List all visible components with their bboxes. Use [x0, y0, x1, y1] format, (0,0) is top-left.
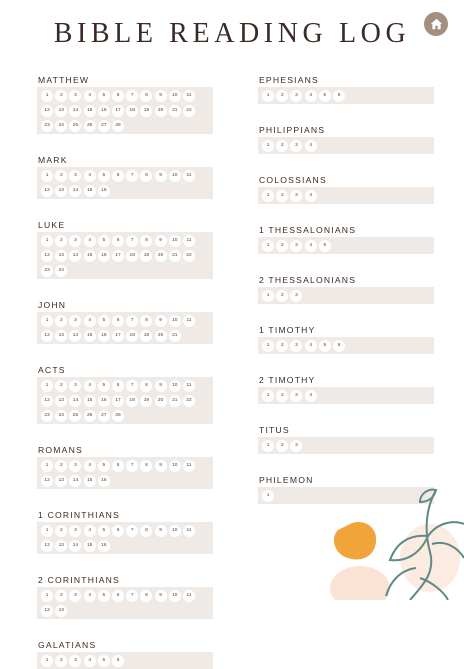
chapter-2-checkbox[interactable]: 2 [276, 440, 288, 452]
chapter-1-checkbox[interactable]: 1 [41, 655, 53, 667]
chapter-5-checkbox[interactable]: 5 [98, 460, 110, 472]
chapter-2-checkbox[interactable]: 2 [55, 170, 67, 182]
chapter-grid [258, 437, 434, 454]
chapter-6-checkbox[interactable]: 6 [112, 315, 124, 327]
book-title: PHILEMON [259, 475, 314, 485]
book-title: GALATIANS [38, 640, 97, 650]
chapter-20-checkbox[interactable]: 20 [155, 250, 167, 262]
chapter-8-checkbox[interactable]: 8 [140, 90, 152, 102]
chapter-grid [37, 232, 213, 279]
chapter-2-checkbox[interactable]: 2 [276, 390, 288, 402]
chapter-3-checkbox[interactable]: 3 [290, 190, 302, 202]
chapter-grid [37, 652, 213, 669]
chapter-2-checkbox[interactable]: 2 [276, 340, 288, 352]
chapter-7-checkbox[interactable]: 7 [126, 235, 138, 247]
chapter-4-checkbox[interactable]: 4 [84, 315, 96, 327]
chapter-5-checkbox[interactable]: 5 [319, 340, 331, 352]
chapter-10-checkbox[interactable]: 10 [169, 170, 181, 182]
chapter-3-checkbox[interactable]: 3 [290, 290, 302, 302]
chapter-20-checkbox[interactable]: 20 [155, 330, 167, 342]
chapter-10-checkbox[interactable]: 10 [169, 590, 181, 602]
chapter-6-checkbox[interactable]: 6 [112, 170, 124, 182]
book-ephesians [258, 74, 434, 104]
chapter-4-checkbox[interactable]: 4 [305, 90, 317, 102]
left-column [37, 74, 213, 669]
book-title: ACTS [38, 365, 66, 375]
chapter-9-checkbox[interactable]: 9 [155, 315, 167, 327]
chapter-3-checkbox[interactable]: 3 [290, 90, 302, 102]
chapter-1-checkbox[interactable]: 1 [41, 460, 53, 472]
chapter-3-checkbox[interactable]: 3 [290, 390, 302, 402]
chapter-4-checkbox[interactable]: 4 [84, 170, 96, 182]
chapter-21-checkbox[interactable]: 21 [169, 105, 181, 117]
chapter-6-checkbox[interactable]: 6 [112, 90, 124, 102]
chapter-4-checkbox[interactable]: 4 [84, 460, 96, 472]
chapter-5-checkbox[interactable]: 5 [319, 90, 331, 102]
chapter-25-checkbox[interactable]: 25 [69, 120, 81, 132]
book-title: 2 TIMOTHY [259, 375, 316, 385]
book-philippians [258, 124, 434, 154]
chapter-grid [258, 237, 434, 254]
chapter-16-checkbox[interactable]: 16 [98, 185, 110, 197]
chapter-5-checkbox[interactable]: 5 [98, 590, 110, 602]
chapter-14-checkbox[interactable]: 14 [69, 475, 81, 487]
chapter-6-checkbox[interactable]: 6 [112, 380, 124, 392]
chapter-1-checkbox[interactable]: 1 [262, 240, 274, 252]
chapter-27-checkbox[interactable]: 27 [98, 120, 110, 132]
chapter-4-checkbox[interactable]: 4 [84, 525, 96, 537]
book-matthew [37, 74, 213, 134]
chapter-10-checkbox[interactable]: 10 [169, 380, 181, 392]
chapter-1-checkbox[interactable]: 1 [41, 315, 53, 327]
home-button[interactable] [424, 12, 448, 36]
chapter-7-checkbox[interactable]: 7 [126, 525, 138, 537]
chapter-18-checkbox[interactable]: 18 [126, 395, 138, 407]
chapter-1-checkbox[interactable]: 1 [262, 140, 274, 152]
chapter-23-checkbox[interactable]: 23 [41, 120, 53, 132]
chapter-16-checkbox[interactable]: 16 [98, 330, 110, 342]
chapter-9-checkbox[interactable]: 9 [155, 170, 167, 182]
chapter-grid [258, 337, 434, 354]
book-galatians [37, 639, 213, 669]
chapter-23-checkbox[interactable]: 23 [41, 265, 53, 277]
chapter-9-checkbox[interactable]: 9 [155, 90, 167, 102]
chapter-grid [258, 187, 434, 204]
chapter-2-checkbox[interactable]: 2 [276, 240, 288, 252]
chapter-14-checkbox[interactable]: 14 [69, 250, 81, 262]
chapter-12-checkbox[interactable]: 12 [41, 185, 53, 197]
chapter-14-checkbox[interactable]: 14 [69, 105, 81, 117]
chapter-4-checkbox[interactable]: 4 [84, 380, 96, 392]
chapter-10-checkbox[interactable]: 10 [169, 90, 181, 102]
book-title: TITUS [259, 425, 290, 435]
book-titus [258, 424, 434, 454]
page-title: BIBLE READING LOG [53, 18, 411, 49]
chapter-8-checkbox[interactable]: 8 [140, 315, 152, 327]
chapter-18-checkbox[interactable]: 18 [126, 105, 138, 117]
chapter-grid [37, 377, 213, 424]
chapter-8-checkbox[interactable]: 8 [140, 590, 152, 602]
chapter-3-checkbox[interactable]: 3 [290, 140, 302, 152]
chapter-19-checkbox[interactable]: 19 [140, 105, 152, 117]
chapter-6-checkbox[interactable]: 6 [112, 235, 124, 247]
chapter-4-checkbox[interactable]: 4 [305, 390, 317, 402]
book-title: COLOSSIANS [259, 175, 327, 185]
chapter-27-checkbox[interactable]: 27 [98, 410, 110, 422]
chapter-1-checkbox[interactable]: 1 [41, 170, 53, 182]
chapter-11-checkbox[interactable]: 11 [183, 90, 195, 102]
book-title: MARK [38, 155, 68, 165]
chapter-2-checkbox[interactable]: 2 [276, 140, 288, 152]
book-title: ROMANS [38, 445, 83, 455]
chapter-16-checkbox[interactable]: 16 [98, 540, 110, 552]
chapter-12-checkbox[interactable]: 12 [41, 475, 53, 487]
chapter-16-checkbox[interactable]: 16 [98, 475, 110, 487]
book-colossians [258, 174, 434, 204]
book-romans [37, 444, 213, 489]
chapter-19-checkbox[interactable]: 19 [140, 395, 152, 407]
chapter-12-checkbox[interactable]: 12 [41, 605, 53, 617]
chapter-2-checkbox[interactable]: 2 [55, 90, 67, 102]
book-title: 1 THESSALONIANS [259, 225, 357, 235]
chapter-26-checkbox[interactable]: 26 [84, 410, 96, 422]
chapter-21-checkbox[interactable]: 21 [169, 250, 181, 262]
chapter-21-checkbox[interactable]: 21 [169, 395, 181, 407]
chapter-19-checkbox[interactable]: 19 [140, 330, 152, 342]
chapter-3-checkbox[interactable]: 3 [69, 460, 81, 472]
chapter-13-checkbox[interactable]: 13 [55, 605, 67, 617]
chapter-4-checkbox[interactable]: 4 [305, 190, 317, 202]
chapter-5-checkbox[interactable]: 5 [98, 525, 110, 537]
chapter-4-checkbox[interactable]: 4 [84, 235, 96, 247]
chapter-20-checkbox[interactable]: 20 [155, 105, 167, 117]
chapter-6-checkbox[interactable]: 6 [333, 340, 345, 352]
chapter-4-checkbox[interactable]: 4 [305, 140, 317, 152]
chapter-11-checkbox[interactable]: 11 [183, 525, 195, 537]
chapter-13-checkbox[interactable]: 13 [55, 330, 67, 342]
chapter-10-checkbox[interactable]: 10 [169, 460, 181, 472]
chapter-26-checkbox[interactable]: 26 [84, 120, 96, 132]
chapter-11-checkbox[interactable]: 11 [183, 170, 195, 182]
chapter-6-checkbox[interactable]: 6 [333, 90, 345, 102]
chapter-25-checkbox[interactable]: 25 [69, 410, 81, 422]
book-1-corinthians [37, 509, 213, 554]
chapter-1-checkbox[interactable]: 1 [262, 390, 274, 402]
chapter-4-checkbox[interactable]: 4 [84, 90, 96, 102]
chapter-15-checkbox[interactable]: 15 [84, 475, 96, 487]
chapter-2-checkbox[interactable]: 2 [55, 655, 67, 667]
book-title: JOHN [38, 300, 67, 310]
chapter-12-checkbox[interactable]: 12 [41, 250, 53, 262]
chapter-2-checkbox[interactable]: 2 [55, 315, 67, 327]
chapter-3-checkbox[interactable]: 3 [290, 240, 302, 252]
chapter-8-checkbox[interactable]: 8 [140, 235, 152, 247]
chapter-grid [37, 522, 213, 554]
chapter-17-checkbox[interactable]: 17 [112, 330, 124, 342]
chapter-2-checkbox[interactable]: 2 [55, 380, 67, 392]
chapter-8-checkbox[interactable]: 8 [140, 460, 152, 472]
chapter-4-checkbox[interactable]: 4 [305, 340, 317, 352]
chapter-12-checkbox[interactable]: 12 [41, 105, 53, 117]
book-mark [37, 154, 213, 199]
chapter-10-checkbox[interactable]: 10 [169, 315, 181, 327]
chapter-grid [37, 87, 213, 134]
chapter-1-checkbox[interactable]: 1 [262, 340, 274, 352]
chapter-2-checkbox[interactable]: 2 [55, 590, 67, 602]
chapter-15-checkbox[interactable]: 15 [84, 105, 96, 117]
chapter-19-checkbox[interactable]: 19 [140, 250, 152, 262]
chapter-16-checkbox[interactable]: 16 [98, 250, 110, 262]
chapter-1-checkbox[interactable]: 1 [41, 525, 53, 537]
book-title: PHILIPPIANS [259, 125, 326, 135]
chapter-5-checkbox[interactable]: 5 [319, 240, 331, 252]
chapter-1-checkbox[interactable]: 1 [262, 290, 274, 302]
chapter-grid [258, 287, 434, 304]
chapter-1-checkbox[interactable]: 1 [262, 190, 274, 202]
book-luke [37, 219, 213, 279]
chapter-9-checkbox[interactable]: 9 [155, 525, 167, 537]
book-john [37, 299, 213, 344]
chapter-13-checkbox[interactable]: 13 [55, 185, 67, 197]
book-title: LUKE [38, 220, 66, 230]
chapter-7-checkbox[interactable]: 7 [126, 315, 138, 327]
chapter-3-checkbox[interactable]: 3 [69, 590, 81, 602]
chapter-1-checkbox[interactable]: 1 [41, 590, 53, 602]
chapter-15-checkbox[interactable]: 15 [84, 395, 96, 407]
chapter-14-checkbox[interactable]: 14 [69, 185, 81, 197]
chapter-8-checkbox[interactable]: 8 [140, 380, 152, 392]
chapter-grid [37, 587, 213, 619]
chapter-3-checkbox[interactable]: 3 [69, 90, 81, 102]
chapter-1-checkbox[interactable]: 1 [262, 490, 274, 502]
chapter-4-checkbox[interactable]: 4 [84, 655, 96, 667]
book-title: 1 TIMOTHY [259, 325, 316, 335]
chapter-grid [37, 167, 213, 199]
chapter-21-checkbox[interactable]: 21 [169, 330, 181, 342]
chapter-2-checkbox[interactable]: 2 [276, 90, 288, 102]
chapter-5-checkbox[interactable]: 5 [98, 170, 110, 182]
chapter-18-checkbox[interactable]: 18 [126, 250, 138, 262]
chapter-13-checkbox[interactable]: 13 [55, 105, 67, 117]
chapter-24-checkbox[interactable]: 24 [55, 120, 67, 132]
chapter-8-checkbox[interactable]: 8 [140, 525, 152, 537]
chapter-5-checkbox[interactable]: 5 [98, 235, 110, 247]
floral-decoration [320, 478, 464, 600]
book-title: 2 CORINTHIANS [38, 575, 120, 585]
book-2-timothy [258, 374, 434, 404]
chapter-3-checkbox[interactable]: 3 [69, 315, 81, 327]
chapter-9-checkbox[interactable]: 9 [155, 380, 167, 392]
book-acts [37, 364, 213, 424]
chapter-28-checkbox[interactable]: 28 [112, 410, 124, 422]
chapter-5-checkbox[interactable]: 5 [98, 90, 110, 102]
book-2-thessalonians [258, 274, 434, 304]
right-column [258, 74, 434, 504]
chapter-5-checkbox[interactable]: 5 [98, 380, 110, 392]
chapter-15-checkbox[interactable]: 15 [84, 185, 96, 197]
chapter-2-checkbox[interactable]: 2 [276, 190, 288, 202]
chapter-13-checkbox[interactable]: 13 [55, 395, 67, 407]
book-title: 1 CORINTHIANS [38, 510, 120, 520]
chapter-13-checkbox[interactable]: 13 [55, 475, 67, 487]
home-icon [430, 18, 443, 30]
chapter-3-checkbox[interactable]: 3 [69, 380, 81, 392]
chapter-15-checkbox[interactable]: 15 [84, 330, 96, 342]
chapter-24-checkbox[interactable]: 24 [55, 265, 67, 277]
chapter-10-checkbox[interactable]: 10 [169, 235, 181, 247]
chapter-3-checkbox[interactable]: 3 [69, 525, 81, 537]
chapter-28-checkbox[interactable]: 28 [112, 120, 124, 132]
chapter-6-checkbox[interactable]: 6 [112, 525, 124, 537]
chapter-20-checkbox[interactable]: 20 [155, 395, 167, 407]
chapter-22-checkbox[interactable]: 22 [183, 250, 195, 262]
chapter-23-checkbox[interactable]: 23 [41, 410, 53, 422]
chapter-8-checkbox[interactable]: 8 [140, 170, 152, 182]
chapter-grid [258, 87, 434, 104]
chapter-2-checkbox[interactable]: 2 [55, 525, 67, 537]
chapter-6-checkbox[interactable]: 6 [112, 655, 124, 667]
chapter-13-checkbox[interactable]: 13 [55, 540, 67, 552]
chapter-24-checkbox[interactable]: 24 [55, 410, 67, 422]
chapter-17-checkbox[interactable]: 17 [112, 250, 124, 262]
chapter-grid [37, 457, 213, 489]
chapter-7-checkbox[interactable]: 7 [126, 90, 138, 102]
book-1-timothy [258, 324, 434, 354]
chapter-2-checkbox[interactable]: 2 [276, 290, 288, 302]
chapter-14-checkbox[interactable]: 14 [69, 540, 81, 552]
chapter-15-checkbox[interactable]: 15 [84, 540, 96, 552]
chapter-1-checkbox[interactable]: 1 [262, 440, 274, 452]
chapter-5-checkbox[interactable]: 5 [98, 655, 110, 667]
chapter-1-checkbox[interactable]: 1 [41, 90, 53, 102]
chapter-7-checkbox[interactable]: 7 [126, 460, 138, 472]
chapter-11-checkbox[interactable]: 11 [183, 460, 195, 472]
chapter-22-checkbox[interactable]: 22 [183, 395, 195, 407]
book-title: MATTHEW [38, 75, 90, 85]
chapter-grid [37, 312, 213, 344]
chapter-22-checkbox[interactable]: 22 [183, 105, 195, 117]
chapter-4-checkbox[interactable]: 4 [84, 590, 96, 602]
chapter-grid [258, 387, 434, 404]
chapter-7-checkbox[interactable]: 7 [126, 170, 138, 182]
chapter-14-checkbox[interactable]: 14 [69, 395, 81, 407]
chapter-11-checkbox[interactable]: 11 [183, 590, 195, 602]
chapter-6-checkbox[interactable]: 6 [112, 460, 124, 472]
chapter-9-checkbox[interactable]: 9 [155, 590, 167, 602]
chapter-9-checkbox[interactable]: 9 [155, 460, 167, 472]
chapter-6-checkbox[interactable]: 6 [112, 590, 124, 602]
chapter-grid [258, 137, 434, 154]
chapter-10-checkbox[interactable]: 10 [169, 525, 181, 537]
chapter-15-checkbox[interactable]: 15 [84, 250, 96, 262]
chapter-9-checkbox[interactable]: 9 [155, 235, 167, 247]
chapter-1-checkbox[interactable]: 1 [41, 380, 53, 392]
chapter-18-checkbox[interactable]: 18 [126, 330, 138, 342]
book-title: EPHESIANS [259, 75, 319, 85]
book-title: 2 THESSALONIANS [259, 275, 357, 285]
chapter-3-checkbox[interactable]: 3 [69, 235, 81, 247]
book-2-corinthians [37, 574, 213, 619]
chapter-3-checkbox[interactable]: 3 [69, 655, 81, 667]
book-1-thessalonians [258, 224, 434, 254]
chapter-3-checkbox[interactable]: 3 [290, 340, 302, 352]
chapter-16-checkbox[interactable]: 16 [98, 395, 110, 407]
chapter-2-checkbox[interactable]: 2 [55, 460, 67, 472]
chapter-1-checkbox[interactable]: 1 [262, 90, 274, 102]
chapter-12-checkbox[interactable]: 12 [41, 330, 53, 342]
chapter-11-checkbox[interactable]: 11 [183, 235, 195, 247]
chapter-3-checkbox[interactable]: 3 [69, 170, 81, 182]
chapter-1-checkbox[interactable]: 1 [41, 235, 53, 247]
chapter-7-checkbox[interactable]: 7 [126, 380, 138, 392]
chapter-13-checkbox[interactable]: 13 [55, 250, 67, 262]
chapter-11-checkbox[interactable]: 11 [183, 315, 195, 327]
chapter-12-checkbox[interactable]: 12 [41, 395, 53, 407]
chapter-17-checkbox[interactable]: 17 [112, 105, 124, 117]
chapter-14-checkbox[interactable]: 14 [69, 330, 81, 342]
chapter-16-checkbox[interactable]: 16 [98, 105, 110, 117]
chapter-2-checkbox[interactable]: 2 [55, 235, 67, 247]
chapter-7-checkbox[interactable]: 7 [126, 590, 138, 602]
chapter-17-checkbox[interactable]: 17 [112, 395, 124, 407]
chapter-12-checkbox[interactable]: 12 [41, 540, 53, 552]
chapter-3-checkbox[interactable]: 3 [290, 440, 302, 452]
chapter-4-checkbox[interactable]: 4 [305, 240, 317, 252]
chapter-5-checkbox[interactable]: 5 [98, 315, 110, 327]
chapter-11-checkbox[interactable]: 11 [183, 380, 195, 392]
